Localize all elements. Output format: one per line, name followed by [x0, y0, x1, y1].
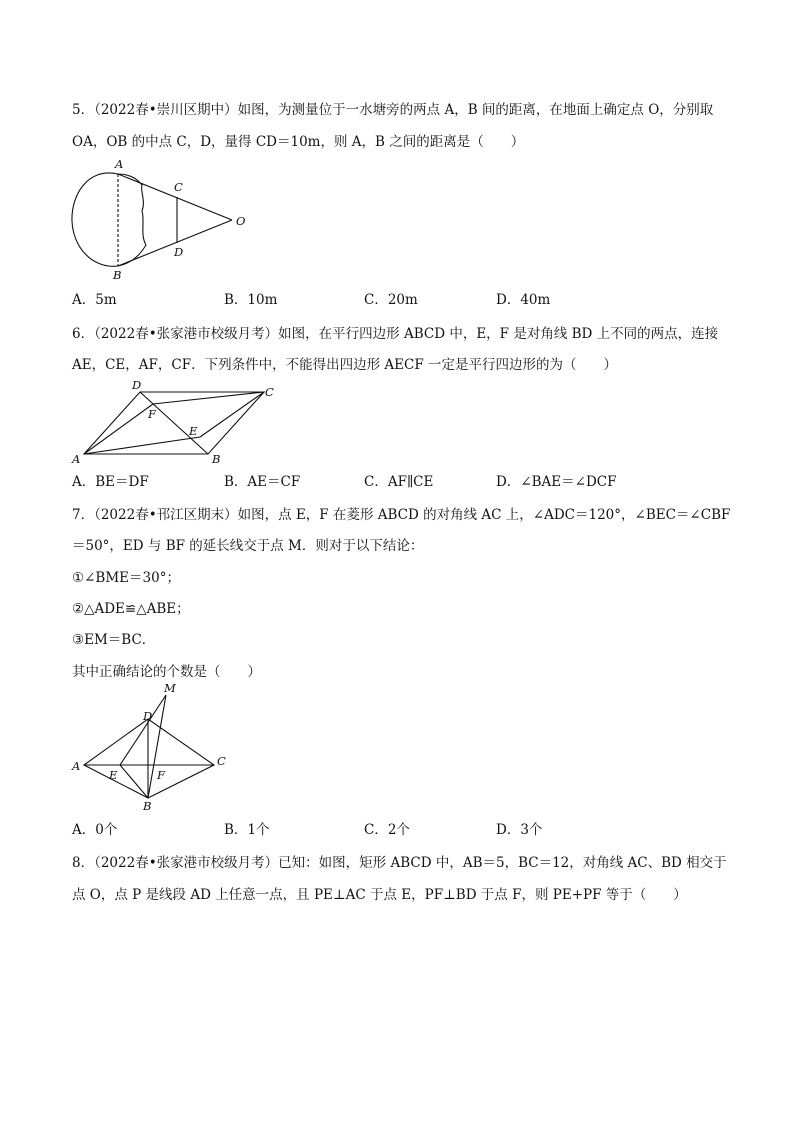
q5-option-d[interactable]: D．40m: [496, 292, 551, 308]
label-a: A: [115, 157, 124, 171]
label-d: D: [174, 245, 184, 259]
label-b: B: [113, 268, 122, 282]
q6-figure: [60, 375, 290, 470]
label-d: D: [132, 378, 142, 392]
label-f: F: [148, 407, 156, 421]
label-o: O: [236, 214, 246, 228]
q6-stem-line2: AE，CE，AF，CF．下列条件中，不能得出四边形 AECF 一定是平行四边形的为（ ）: [72, 357, 617, 373]
label-f: F: [157, 768, 165, 782]
q5-options: [72, 290, 732, 310]
q5-figure: [60, 155, 260, 285]
label-b: B: [212, 452, 221, 466]
q7-stem-line2: ＝50°，ED 与 BF 的延长线交于点 M．则对于以下结论：: [72, 538, 424, 554]
segment-ce: [200, 392, 264, 437]
label-a: A: [72, 759, 81, 773]
q6-option-a[interactable]: A．BE＝DF: [72, 474, 149, 490]
q6-option-b[interactable]: B．AE＝CF: [224, 474, 301, 490]
q6-option-c[interactable]: C．AF∥CE: [364, 474, 434, 490]
q7-option-a[interactable]: A．0个: [72, 822, 118, 838]
rhombus-abcd: [84, 719, 214, 798]
label-b: B: [143, 799, 152, 813]
label-d: D: [143, 709, 153, 723]
q7-option-d[interactable]: D．3个: [496, 822, 543, 838]
q5-stem-line2: OA，OB 的中点 C，D，量得 CD＝10m，则 A，B 之间的距离是（ ）: [72, 134, 525, 150]
label-m: M: [164, 681, 176, 695]
segment-cf: [153, 392, 264, 404]
segment-bo: [118, 220, 232, 266]
q7-stem-line1: 7．（2022春•邗江区期末）如图，点 E，F 在菱形 ABCD 的对角线 AC 上，∠ADC＝120°，∠BEC＝∠CBF: [72, 507, 731, 523]
q7-option-b[interactable]: B．1个: [224, 822, 270, 838]
q8-stem-line2: 点 O，点 P 是线段 AD 上任意一点，且 PE⊥AC 于点 E，PF⊥BD 于点 F，则 PE+PF 等于（ ）: [72, 887, 687, 903]
q6-option-d[interactable]: D．∠BAE＝∠DCF: [496, 474, 617, 490]
q7-figure: [60, 682, 240, 817]
q6-options: [72, 472, 732, 492]
q7-conclusion-3: ③EM＝BC．: [72, 632, 156, 648]
label-c: C: [174, 180, 183, 194]
label-c: C: [265, 385, 274, 399]
label-e: E: [189, 424, 198, 438]
q8-stem-line1: 8．（2022春•张家港市校级月考）已知：如图，矩形 ABCD 中，AB＝5，BC＝12，对角线 AC、BD 相交于: [72, 855, 727, 871]
pond-outline: [72, 173, 146, 266]
q5-option-b[interactable]: B．10m: [224, 292, 278, 308]
label-a: A: [72, 452, 81, 466]
label-c: C: [217, 754, 226, 768]
q7-option-c[interactable]: C．2个: [364, 822, 410, 838]
q6-stem-line1: 6．（2022春•张家港市校级月考）如图，在平行四边形 ABCD 中，E，F 是对角线 BD 上不同的两点，连接: [72, 326, 719, 342]
segment-em: [120, 695, 166, 765]
q7-options: [72, 820, 732, 840]
segment-af: [84, 404, 153, 454]
segment-ae: [84, 437, 200, 454]
segment-be: [120, 765, 148, 798]
q7-question: 其中正确结论的个数是（ ）: [72, 664, 261, 680]
label-e: E: [109, 768, 118, 782]
q7-conclusion-2: ②△ADE≌△ABE；: [72, 601, 190, 617]
q5-option-a[interactable]: A．5m: [72, 292, 117, 308]
q5-stem-line1: 5．（2022春•崇川区期中）如图，为测量位于一水塘旁的两点 A，B 间的距离，在地面上确定点 O，分别取: [72, 102, 714, 118]
q5-option-c[interactable]: C．20m: [364, 292, 418, 308]
q7-conclusion-1: ①∠BME＝30°；: [72, 570, 180, 586]
